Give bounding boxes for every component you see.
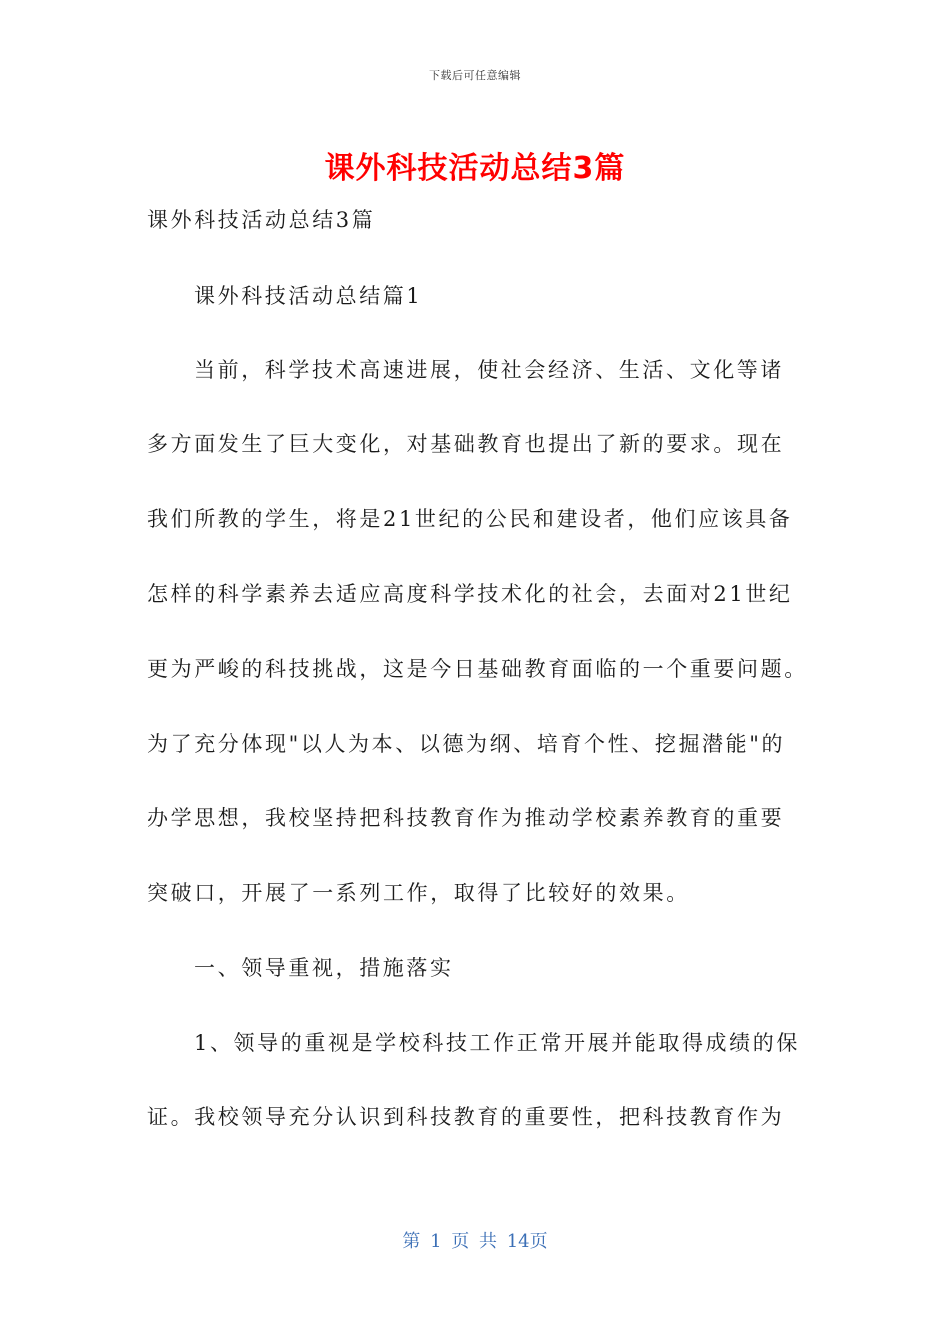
page-number-footer: 第 1 页 共 14页 (402, 1231, 548, 1252)
paragraph-line: 怎样的科学素养去适应高度科学技术化的社会，去面对21世纪 (147, 582, 793, 606)
paragraph-line: 1、领导的重视是学校科技工作正常开展并能取得成绩的保 (194, 1031, 800, 1055)
paragraph-line: 办学思想，我校坚持把科技教育作为推动学校素养教育的重要 (147, 806, 785, 830)
subheading-leadership: 一、领导重视，措施落实 (194, 956, 454, 980)
paragraph-line: 证。我校领导充分认识到科技教育的重要性，把科技教育作为 (147, 1105, 785, 1129)
document-title: 课外科技活动总结3篇 (324, 151, 626, 186)
paragraph-line: 更为严峻的科技挑战，这是今日基础教育面临的一个重要问题。 (147, 657, 808, 681)
header-note: 下载后可任意编辑 (429, 69, 521, 82)
paragraph-line: 为了充分体现"以人为本、以德为纲、培育个性、挖掘潜能"的 (147, 732, 786, 756)
paragraph-line: 当前，科学技术高速进展，使社会经济、生活、文化等诸 (194, 358, 784, 382)
paragraph-line: 多方面发生了巨大变化，对基础教育也提出了新的要求。现在 (147, 432, 785, 456)
paragraph-line: 突破口，开展了一系列工作，取得了比较好的效果。 (147, 881, 690, 905)
paragraph-line: 我们所教的学生，将是21世纪的公民和建设者，他们应该具备 (147, 507, 793, 531)
section-heading: 课外科技活动总结篇1 (194, 284, 423, 308)
subtitle-line: 课外科技活动总结3篇 (147, 208, 376, 232)
